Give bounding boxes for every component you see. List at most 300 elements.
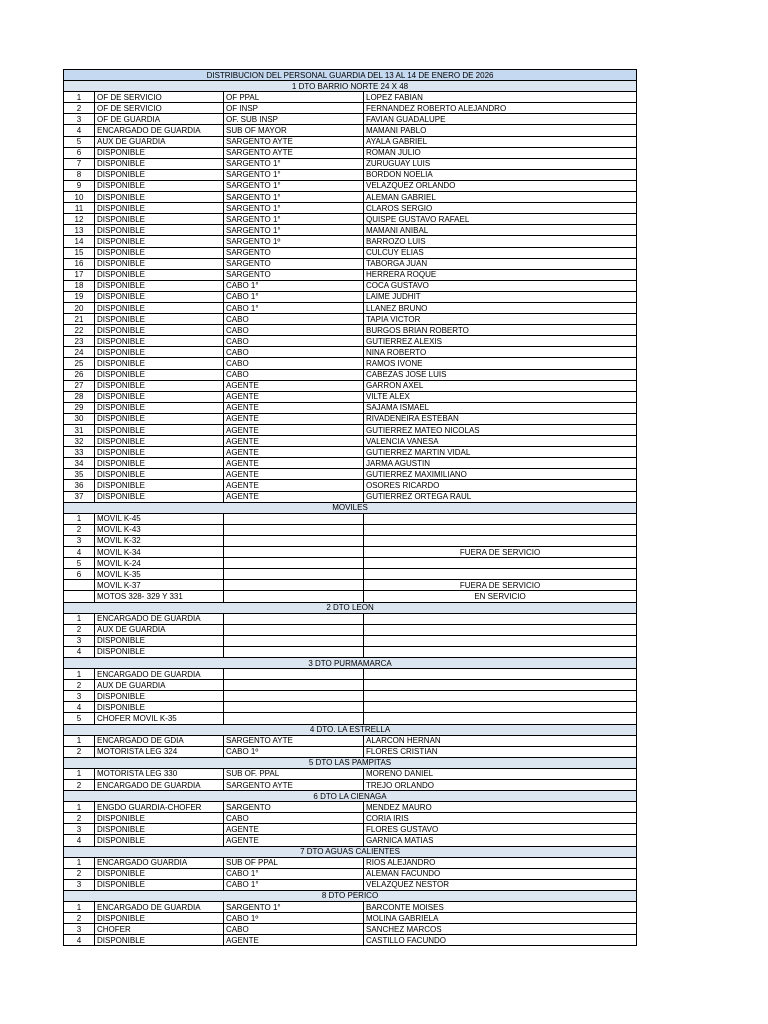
cell-role: DISPONIBLE xyxy=(95,247,224,258)
cell-role: DISPONIBLE xyxy=(95,214,224,225)
cell-role: DISPONIBLE xyxy=(95,203,224,214)
cell-row-number: 1 xyxy=(64,902,95,913)
cell-role: MOVIL K-45 xyxy=(95,513,224,524)
cell-row-number: 36 xyxy=(64,480,95,491)
cell-name xyxy=(364,713,637,724)
cell-rank xyxy=(224,591,364,602)
cell-role: DISPONIBLE xyxy=(95,158,224,169)
cell-status xyxy=(364,513,637,524)
cell-rank: AGENTE xyxy=(224,469,364,480)
cell-rank: AGENTE xyxy=(224,413,364,424)
cell-rank: SARGENTO 1° xyxy=(224,180,364,191)
cell-rank: SUB OF MAYOR xyxy=(224,125,364,136)
table-row xyxy=(64,569,637,580)
cell-rank: AGENTE xyxy=(224,458,364,469)
cell-name xyxy=(364,613,637,624)
cell-name: SANCHEZ MARCOS xyxy=(364,924,637,935)
table-row xyxy=(64,436,637,447)
cell-row-number: 2 xyxy=(64,813,95,824)
cell-rank: AGENTE xyxy=(224,447,364,458)
table-row xyxy=(64,347,637,358)
table-row xyxy=(64,158,637,169)
cell-row-number: 3 xyxy=(64,879,95,890)
table-row xyxy=(64,547,637,558)
cell-name: RIVADENEIRA ESTEBAN xyxy=(364,413,637,424)
cell-row-number: 20 xyxy=(64,302,95,313)
cell-role: ENCARGADO GUARDIA xyxy=(95,857,224,868)
table-row xyxy=(64,402,637,413)
cell-row-number: 6 xyxy=(64,147,95,158)
cell-name: QUISPE GUSTAVO RAFAEL xyxy=(364,214,637,225)
cell-rank: AGENTE xyxy=(224,491,364,502)
cell-row-number: 1 xyxy=(64,857,95,868)
cell-role: DISPONIBLE xyxy=(95,269,224,280)
cell-row-number: 30 xyxy=(64,413,95,424)
table-row xyxy=(64,447,637,458)
cell-rank: AGENTE xyxy=(224,425,364,436)
cell-role: DISPONIBLE xyxy=(95,358,224,369)
cell-row-number: 31 xyxy=(64,425,95,436)
cell-row-number: 11 xyxy=(64,203,95,214)
table-row xyxy=(64,824,637,835)
cell-rank xyxy=(224,646,364,657)
cell-rank: AGENTE xyxy=(224,824,364,835)
cell-name: RAMOS IVONE xyxy=(364,358,637,369)
cell-role: MOTOS 328- 329 Y 331 xyxy=(95,591,224,602)
cell-name xyxy=(364,646,637,657)
cell-row-number: 23 xyxy=(64,336,95,347)
table-row xyxy=(64,258,637,269)
cell-rank: AGENTE xyxy=(224,380,364,391)
cell-role: DISPONIBLE xyxy=(95,646,224,657)
cell-rank: CABO 1º xyxy=(224,913,364,924)
table-row xyxy=(64,802,637,813)
cell-rank: CABO xyxy=(224,813,364,824)
cell-name: GUTIERREZ ALEXIS xyxy=(364,336,637,347)
cell-name: MORENO DANIEL xyxy=(364,768,637,779)
cell-name: FERNANDEZ ROBERTO ALEJANDRO xyxy=(364,103,637,114)
table-row xyxy=(64,580,637,591)
table-row xyxy=(64,702,637,713)
cell-row-number: 3 xyxy=(64,824,95,835)
cell-name xyxy=(364,635,637,646)
cell-role: CHOFER MOVIL K-35 xyxy=(95,713,224,724)
cell-rank: CABO xyxy=(224,924,364,935)
cell-name: VILTE ALEX xyxy=(364,391,637,402)
cell-role: DISPONIBLE xyxy=(95,702,224,713)
cell-role: DISPONIBLE xyxy=(95,469,224,480)
cell-row-number: 2 xyxy=(64,868,95,879)
cell-name: CABEZAS JOSE LUIS xyxy=(364,369,637,380)
cell-name: CULCUY ELIAS xyxy=(364,247,637,258)
cell-rank: CABO xyxy=(224,369,364,380)
table-row xyxy=(64,203,637,214)
cell-row-number: 4 xyxy=(64,835,95,846)
table-row xyxy=(64,425,637,436)
table-row xyxy=(64,680,637,691)
table-row xyxy=(64,524,637,535)
cell-rank: SARGENTO 1° xyxy=(224,158,364,169)
cell-role: DISPONIBLE xyxy=(95,314,224,325)
cell-row-number: 21 xyxy=(64,314,95,325)
cell-rank: AGENTE xyxy=(224,391,364,402)
table-row xyxy=(64,136,637,147)
section-header-row xyxy=(64,657,637,668)
cell-name xyxy=(364,702,637,713)
section-header: 6 DTO LA CIENAGA xyxy=(64,791,637,802)
cell-status xyxy=(364,569,637,580)
table-row xyxy=(64,325,637,336)
cell-name: BARCONTE MOISES xyxy=(364,902,637,913)
cell-rank: AGENTE xyxy=(224,436,364,447)
cell-rank: AGENTE xyxy=(224,402,364,413)
cell-role: MOVIL K-43 xyxy=(95,524,224,535)
cell-status xyxy=(364,524,637,535)
cell-name: LAIME JUDHIT xyxy=(364,291,637,302)
cell-row-number: 1 xyxy=(64,92,95,103)
cell-status xyxy=(364,558,637,569)
cell-row-number: 4 xyxy=(64,702,95,713)
table-row xyxy=(64,635,637,646)
cell-role: DISPONIBLE xyxy=(95,458,224,469)
section-header: 5 DTO LAS PAMPITAS xyxy=(64,757,637,768)
cell-rank xyxy=(224,558,364,569)
cell-row-number: 12 xyxy=(64,214,95,225)
cell-row-number: 6 xyxy=(64,569,95,580)
cell-role: ENCARGADO DE GUARDIA xyxy=(95,613,224,624)
section-header: MOVILES xyxy=(64,502,637,513)
cell-role: ENCARGADO DE GUARDIA xyxy=(95,902,224,913)
section-header: 2 DTO LEON xyxy=(64,602,637,613)
cell-row-number: 17 xyxy=(64,269,95,280)
cell-name: JARMA AGUSTIN xyxy=(364,458,637,469)
cell-role: MOVIL K-34 xyxy=(95,547,224,558)
cell-row-number: 3 xyxy=(64,535,95,546)
cell-rank: CABO xyxy=(224,347,364,358)
cell-role: DISPONIBLE xyxy=(95,835,224,846)
cell-name: HERRERA ROQUE xyxy=(364,269,637,280)
cell-name: VALENCIA VANESA xyxy=(364,436,637,447)
cell-role: DISPONIBLE xyxy=(95,813,224,824)
cell-status: EN SERVICIO xyxy=(364,591,637,602)
cell-rank: SARGENTO AYTE xyxy=(224,147,364,158)
cell-row-number: 13 xyxy=(64,225,95,236)
cell-name: ZURUGUAY LUIS xyxy=(364,158,637,169)
table-row xyxy=(64,269,637,280)
cell-row-number: 8 xyxy=(64,169,95,180)
table-row xyxy=(64,879,637,890)
cell-role: DISPONIBLE xyxy=(95,336,224,347)
section-header: 1 DTO BARRIO NORTE 24 X 48 xyxy=(64,81,637,92)
cell-rank xyxy=(224,669,364,680)
cell-role: ENCARGADO DE GUARDIA xyxy=(95,125,224,136)
cell-role: MOTORISTA LEG 324 xyxy=(95,746,224,757)
section-header-row xyxy=(64,81,637,92)
cell-name xyxy=(364,669,637,680)
table-row xyxy=(64,147,637,158)
cell-row-number: 2 xyxy=(64,746,95,757)
cell-role: DISPONIBLE xyxy=(95,380,224,391)
table-row xyxy=(64,413,637,424)
table-row xyxy=(64,624,637,635)
cell-row-number: 24 xyxy=(64,347,95,358)
cell-name: BURGOS BRIAN ROBERTO xyxy=(364,325,637,336)
table-row xyxy=(64,558,637,569)
cell-role: DISPONIBLE xyxy=(95,258,224,269)
cell-rank xyxy=(224,713,364,724)
cell-name xyxy=(364,680,637,691)
cell-name: MAMANI PABLO xyxy=(364,125,637,136)
cell-name: NINA ROBERTO xyxy=(364,347,637,358)
cell-role: DISPONIBLE xyxy=(95,868,224,879)
section-header-row xyxy=(64,724,637,735)
cell-rank: SARGENTO 1° xyxy=(224,192,364,203)
cell-rank: CABO 1° xyxy=(224,868,364,879)
section-header: 4 DTO. LA ESTRELLA xyxy=(64,724,637,735)
cell-row-number: 35 xyxy=(64,469,95,480)
cell-role: DISPONIBLE xyxy=(95,325,224,336)
table-row xyxy=(64,513,637,524)
table-row xyxy=(64,646,637,657)
cell-rank: OF INSP xyxy=(224,103,364,114)
table-row xyxy=(64,768,637,779)
cell-rank: AGENTE xyxy=(224,935,364,946)
cell-rank: CABO xyxy=(224,336,364,347)
cell-rank: CABO 1° xyxy=(224,302,364,313)
cell-rank: SUB OF. PPAL xyxy=(224,768,364,779)
cell-name: LOPEZ FABIAN xyxy=(364,92,637,103)
cell-row-number: 4 xyxy=(64,935,95,946)
cell-rank: CABO 1° xyxy=(224,280,364,291)
cell-rank: CABO 1° xyxy=(224,879,364,890)
cell-row-number: 4 xyxy=(64,646,95,657)
cell-role: MOTORISTA LEG 330 xyxy=(95,768,224,779)
cell-role: DISPONIBLE xyxy=(95,369,224,380)
cell-rank: CABO xyxy=(224,314,364,325)
cell-status: FUERA DE SERVICIO xyxy=(364,580,637,591)
table-row xyxy=(64,380,637,391)
cell-role: DISPONIBLE xyxy=(95,691,224,702)
cell-name: AYALA GABRIEL xyxy=(364,136,637,147)
cell-rank: SARGENTO xyxy=(224,247,364,258)
cell-rank: SARGENTO xyxy=(224,258,364,269)
table-row xyxy=(64,613,637,624)
cell-role: ENCARGADO DE GUARDIA xyxy=(95,669,224,680)
cell-row-number: 2 xyxy=(64,624,95,635)
cell-role: DISPONIBLE xyxy=(95,302,224,313)
cell-name: FAVIAN GUADALUPE xyxy=(364,114,637,125)
cell-role: DISPONIBLE xyxy=(95,291,224,302)
cell-row-number xyxy=(64,580,95,591)
table-row xyxy=(64,857,637,868)
table-row xyxy=(64,214,637,225)
table-row xyxy=(64,835,637,846)
cell-rank xyxy=(224,702,364,713)
cell-name: CASTILLO FACUNDO xyxy=(364,935,637,946)
cell-role: DISPONIBLE xyxy=(95,402,224,413)
cell-rank: SARGENTO 1º xyxy=(224,236,364,247)
table-row xyxy=(64,691,637,702)
cell-rank: CABO 1° xyxy=(224,291,364,302)
cell-row-number: 5 xyxy=(64,558,95,569)
cell-role: ENGDO GUARDIA-CHOFER xyxy=(95,802,224,813)
table-row xyxy=(64,746,637,757)
cell-role: DISPONIBLE xyxy=(95,280,224,291)
cell-row-number: 3 xyxy=(64,635,95,646)
cell-rank: SUB OF PPAL xyxy=(224,857,364,868)
cell-name: BORDON NOELIA xyxy=(364,169,637,180)
cell-name: FLORES GUSTAVO xyxy=(364,824,637,835)
cell-role: DISPONIBLE xyxy=(95,391,224,402)
cell-row-number: 32 xyxy=(64,436,95,447)
table-row xyxy=(64,358,637,369)
table-row xyxy=(64,480,637,491)
table-row xyxy=(64,813,637,824)
cell-rank xyxy=(224,580,364,591)
cell-row-number: 29 xyxy=(64,402,95,413)
cell-row-number: 10 xyxy=(64,192,95,203)
cell-row-number: 3 xyxy=(64,114,95,125)
cell-row-number: 37 xyxy=(64,491,95,502)
cell-name: GUTIERREZ ORTEGA RAUL xyxy=(364,491,637,502)
section-header: 8 DTO PERICO xyxy=(64,890,637,901)
cell-row-number: 18 xyxy=(64,280,95,291)
section-header: 7 DTO AGUAS CALIENTES xyxy=(64,846,637,857)
cell-name: GARNICA MATIAS xyxy=(364,835,637,846)
cell-name: GUTIERREZ MAXIMILIANO xyxy=(364,469,637,480)
cell-name: GARRON AXEL xyxy=(364,380,637,391)
cell-row-number: 28 xyxy=(64,391,95,402)
cell-role: DISPONIBLE xyxy=(95,491,224,502)
cell-role: OF DE SERVICIO xyxy=(95,103,224,114)
cell-row-number: 7 xyxy=(64,158,95,169)
cell-row-number: 1 xyxy=(64,613,95,624)
cell-role: DISPONIBLE xyxy=(95,480,224,491)
cell-row-number: 2 xyxy=(64,913,95,924)
cell-role: AUX DE GUARDIA xyxy=(95,680,224,691)
cell-role: DISPONIBLE xyxy=(95,879,224,890)
cell-row-number: 1 xyxy=(64,802,95,813)
table-row xyxy=(64,280,637,291)
table-row xyxy=(64,902,637,913)
cell-row-number: 1 xyxy=(64,735,95,746)
cell-row-number: 3 xyxy=(64,924,95,935)
table-row xyxy=(64,491,637,502)
table-row xyxy=(64,103,637,114)
cell-role: ENCARGADO DE GUARDIA xyxy=(95,780,224,791)
cell-row-number: 3 xyxy=(64,691,95,702)
cell-name: GUTIERREZ MARTIN VIDAL xyxy=(364,447,637,458)
cell-name: MAMANI ANIBAL xyxy=(364,225,637,236)
cell-rank: SARGENTO 1° xyxy=(224,902,364,913)
table-title: DISTRIBUCION DEL PERSONAL GUARDIA DEL 13 AL 14 DE ENERO DE 2026 xyxy=(64,70,637,81)
cell-row-number: 1 xyxy=(64,513,95,524)
cell-row-number: 4 xyxy=(64,547,95,558)
table-row xyxy=(64,591,637,602)
cell-name: VELAZQUEZ NESTOR xyxy=(364,879,637,890)
cell-role: DISPONIBLE xyxy=(95,447,224,458)
cell-row-number: 26 xyxy=(64,369,95,380)
table-row xyxy=(64,458,637,469)
cell-row-number: 33 xyxy=(64,447,95,458)
cell-name: ALARCON HERNAN xyxy=(364,735,637,746)
cell-row-number: 1 xyxy=(64,669,95,680)
table-row xyxy=(64,391,637,402)
cell-role: DISPONIBLE xyxy=(95,225,224,236)
cell-role: DISPONIBLE xyxy=(95,425,224,436)
cell-role: MOVIL K-35 xyxy=(95,569,224,580)
cell-rank: SARGENTO 1° xyxy=(224,214,364,225)
cell-role: AUX DE GUARDIA xyxy=(95,136,224,147)
cell-rank: AGENTE xyxy=(224,835,364,846)
cell-row-number: 1 xyxy=(64,768,95,779)
section-header-row xyxy=(64,757,637,768)
cell-name: GUTIERREZ MATEO NICOLAS xyxy=(364,425,637,436)
cell-status xyxy=(364,535,637,546)
cell-name xyxy=(364,691,637,702)
cell-role: DISPONIBLE xyxy=(95,436,224,447)
cell-name: FLORES CRISTIAN xyxy=(364,746,637,757)
table-row xyxy=(64,302,637,313)
table-row xyxy=(64,669,637,680)
cell-rank xyxy=(224,535,364,546)
cell-row-number: 9 xyxy=(64,180,95,191)
cell-name: ROMAN JULIO xyxy=(364,147,637,158)
cell-role: MOVIL K-37 xyxy=(95,580,224,591)
cell-rank: CABO xyxy=(224,325,364,336)
cell-row-number: 22 xyxy=(64,325,95,336)
table-row xyxy=(64,713,637,724)
cell-rank xyxy=(224,569,364,580)
cell-row-number: 5 xyxy=(64,713,95,724)
cell-role: CHOFER xyxy=(95,924,224,935)
table-row xyxy=(64,469,637,480)
cell-rank xyxy=(224,513,364,524)
cell-role: ENCARGADO DE GDIA xyxy=(95,735,224,746)
cell-row-number: 27 xyxy=(64,380,95,391)
cell-row-number: 2 xyxy=(64,103,95,114)
cell-row-number: 34 xyxy=(64,458,95,469)
cell-role: AUX DE GUARDIA xyxy=(95,624,224,635)
cell-rank xyxy=(224,624,364,635)
cell-rank xyxy=(224,635,364,646)
cell-rank xyxy=(224,680,364,691)
cell-rank xyxy=(224,691,364,702)
cell-rank: SARGENTO 1° xyxy=(224,225,364,236)
cell-row-number: 2 xyxy=(64,780,95,791)
table-title-row xyxy=(64,70,637,81)
cell-role: DISPONIBLE xyxy=(95,413,224,424)
cell-name: TABORGA JUAN xyxy=(364,258,637,269)
cell-rank: CABO xyxy=(224,358,364,369)
section-header-row xyxy=(64,846,637,857)
cell-rank: OF. SUB INSP xyxy=(224,114,364,125)
cell-row-number xyxy=(64,591,95,602)
table-row xyxy=(64,314,637,325)
table-row xyxy=(64,180,637,191)
table-row xyxy=(64,935,637,946)
table-row xyxy=(64,336,637,347)
cell-name: MOLINA GABRIELA xyxy=(364,913,637,924)
cell-name: ALEMAN GABRIEL xyxy=(364,192,637,203)
cell-name: TAPIA VICTOR xyxy=(364,314,637,325)
cell-row-number: 14 xyxy=(64,236,95,247)
cell-rank: SARGENTO xyxy=(224,802,364,813)
cell-name: OSORES RICARDO xyxy=(364,480,637,491)
cell-row-number: 25 xyxy=(64,358,95,369)
cell-rank: SARGENTO xyxy=(224,269,364,280)
cell-role: DISPONIBLE xyxy=(95,180,224,191)
